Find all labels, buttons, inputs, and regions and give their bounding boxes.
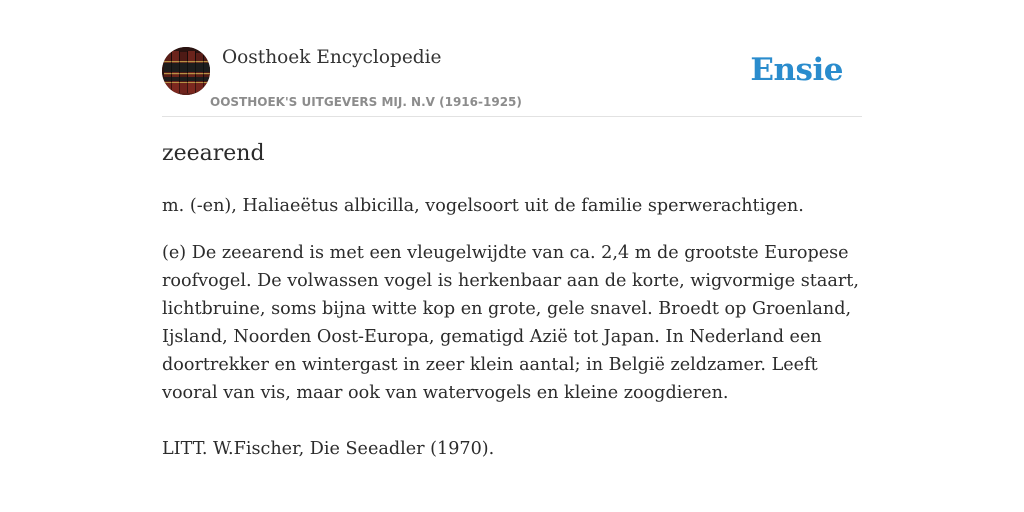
article-term: zeearend — [162, 141, 265, 166]
source-header — [162, 46, 862, 117]
source-title[interactable]: Oosthoek Encyclopedie — [222, 47, 442, 68]
article-description: (e) De zeearend is met een vleugelwijdte van ca. 2,4 m de grootste Europese roofvogel. De volwassen vogel is herkenbaar aan de korte, wigvormige staart, lichtbruine, soms bijna witte kop en grote, gele snavel. Broedt op Groenland, Ijsland, Noorden Oost-Europa, gematigd Azië tot Japan. In Nederland een doortrekker en wintergast in zeer klein aantal; in België zeldzamer. Leeft vooral van vis, maar ook van watervogels en kleine zoogdieren. — [162, 243, 859, 403]
source-subtitle: OOSTHOEK'S UITGEVERS MIJ. N.V (1916-1925) — [210, 95, 522, 109]
article-definition: m. (-en), Haliaeëtus albicilla, vogelsoort uit de familie sperwerachtigen. — [162, 196, 804, 216]
encyclopedia-books-icon[interactable] — [162, 47, 210, 95]
article-literature: LITT. W.Fischer, Die Seeadler (1970). — [162, 439, 495, 459]
ensie-logo[interactable]: Ensie — [750, 52, 843, 88]
